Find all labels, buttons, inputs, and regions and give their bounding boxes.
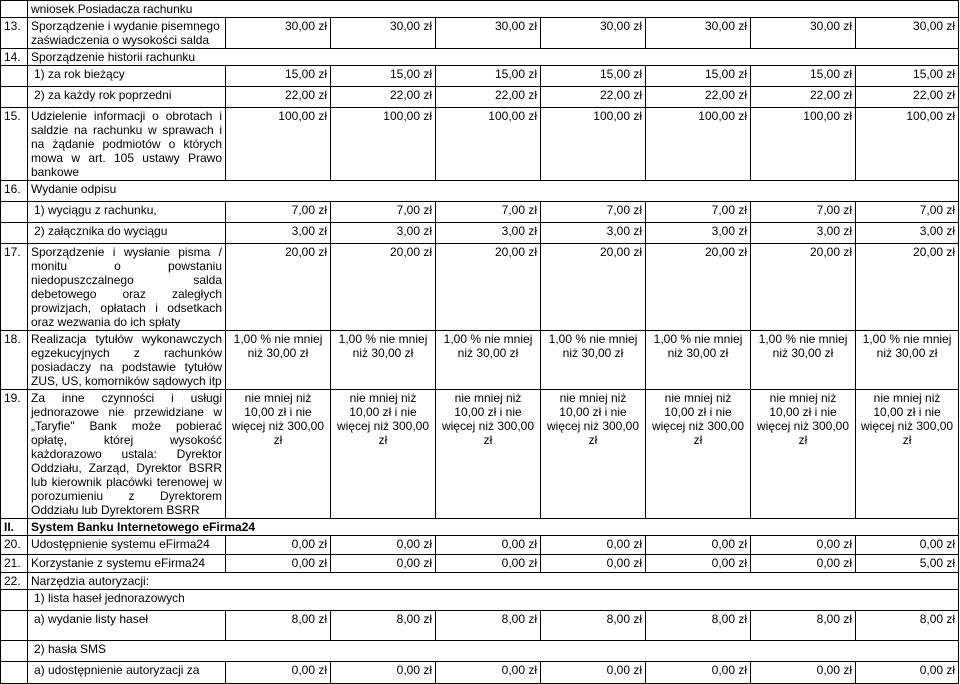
- fee-cell: 8,00 zł: [856, 611, 959, 641]
- fee-cell: 3,00 zł: [226, 223, 331, 244]
- fee-cell: nie mniej niż 10,00 zł i nie więcej niż 300,00 zł: [226, 390, 331, 519]
- row-label: Narzędzia autoryzacji:: [28, 573, 959, 590]
- fee-cell: 1,00 % nie mniej niż 30,00 zł: [541, 331, 646, 390]
- fee-cell: 0,00 zł: [436, 555, 541, 573]
- row-label: Za inne czynności i usługi jednorazowe nie przewidziane w „Taryfie" Bank może pobierać opłatę, której wysokość każdorazowo ustala: Dyrektor Oddziału, Zarząd, Dyrektor BSRR lub kierownik placówki terenowej w porozumieniu z Dyrektorem Oddziału lub Dyrektorem BSRR: [28, 390, 226, 519]
- fee-cell: 15,00 zł: [541, 66, 646, 87]
- fee-cell: 7,00 zł: [436, 202, 541, 223]
- row-label: 2) hasła SMS: [28, 641, 959, 662]
- row-number: [1, 590, 28, 611]
- fee-cell: 0,00 zł: [751, 662, 856, 684]
- fee-cell: 3,00 zł: [541, 223, 646, 244]
- fee-cell: 30,00 zł: [646, 18, 751, 49]
- fee-cell: 0,00 zł: [226, 662, 331, 684]
- fee-cell: 1,00 % nie mniej niż 30,00 zł: [751, 331, 856, 390]
- table-row: [1, 223, 959, 244]
- fee-cell: 30,00 zł: [226, 18, 331, 49]
- fee-cell: 22,00 zł: [436, 87, 541, 108]
- fee-cell: 100,00 zł: [541, 108, 646, 181]
- fee-cell: 0,00 zł: [331, 536, 436, 555]
- table-row: [1, 662, 959, 684]
- row-number: 22.: [1, 573, 28, 590]
- fee-cell: nie mniej niż 10,00 zł i nie więcej niż 300,00 zł: [751, 390, 856, 519]
- table-row: [1, 555, 959, 573]
- row-label: Udzielenie informacji o obrotach i saldzie na rachunku w sprawach i na żądanie podmiotów o których mowa w art. 105 ustawy Prawo bankowe: [28, 108, 226, 181]
- fee-cell: 7,00 zł: [226, 202, 331, 223]
- fee-cell: 3,00 zł: [751, 223, 856, 244]
- fee-cell: 0,00 zł: [226, 555, 331, 573]
- row-number: [1, 641, 28, 662]
- fee-cell: 100,00 zł: [226, 108, 331, 181]
- fee-cell: nie mniej niż 10,00 zł i nie więcej niż 300,00 zł: [646, 390, 751, 519]
- row-label: wniosek Posiadacza rachunku: [28, 1, 959, 18]
- fee-cell: 20,00 zł: [331, 244, 436, 331]
- fee-cell: 0,00 zł: [436, 536, 541, 555]
- fee-cell: 0,00 zł: [331, 662, 436, 684]
- fee-cell: 3,00 zł: [856, 223, 959, 244]
- table-row: [1, 18, 959, 49]
- table-row: [1, 573, 959, 590]
- fee-cell: 100,00 zł: [646, 108, 751, 181]
- fee-cell: 30,00 zł: [751, 18, 856, 49]
- table-row: [1, 641, 959, 662]
- fee-cell: 1,00 % nie mniej niż 30,00 zł: [331, 331, 436, 390]
- fee-cell: 0,00 zł: [541, 662, 646, 684]
- fee-cell: 7,00 zł: [856, 202, 959, 223]
- table-row: [1, 49, 959, 66]
- row-number: [1, 611, 28, 641]
- fee-cell: 7,00 zł: [751, 202, 856, 223]
- fee-cell: 15,00 zł: [436, 66, 541, 87]
- fee-cell: 0,00 zł: [226, 536, 331, 555]
- row-number: 18.: [1, 331, 28, 390]
- row-label: 1) lista haseł jednorazowych: [28, 590, 959, 611]
- row-label: System Banku Internetowego eFirma24: [28, 519, 959, 536]
- row-number: 17.: [1, 244, 28, 331]
- row-number: [1, 662, 28, 684]
- fee-cell: 3,00 zł: [331, 223, 436, 244]
- fee-cell: 3,00 zł: [646, 223, 751, 244]
- fee-cell: 100,00 zł: [436, 108, 541, 181]
- row-label: 2) załącznika do wyciągu: [28, 223, 226, 244]
- fee-cell: 0,00 zł: [856, 662, 959, 684]
- table-row: [1, 244, 959, 331]
- fee-cell: nie mniej niż 10,00 zł i nie więcej niż 300,00 zł: [331, 390, 436, 519]
- table-row: [1, 66, 959, 87]
- fee-cell: 30,00 zł: [541, 18, 646, 49]
- table-row: [1, 611, 959, 641]
- fee-cell: 22,00 zł: [856, 87, 959, 108]
- fee-cell: 0,00 zł: [541, 555, 646, 573]
- fee-cell: 22,00 zł: [331, 87, 436, 108]
- row-label: Sporządzenie i wysłanie pisma / monitu o powstaniu niedopuszczalnego salda debetowego oraz zaległych prowizjach, opłatach i odsetkach oraz wezwania do ich spłaty: [28, 244, 226, 331]
- fee-cell: 15,00 zł: [751, 66, 856, 87]
- table-row: [1, 331, 959, 390]
- fee-cell: 20,00 zł: [541, 244, 646, 331]
- fee-cell: 30,00 zł: [436, 18, 541, 49]
- fee-cell: nie mniej niż 10,00 zł i nie więcej niż 300,00 zł: [856, 390, 959, 519]
- row-label: 1) wyciągu z rachunku,: [28, 202, 226, 223]
- row-label: a) udostępnienie autoryzacji za: [28, 662, 226, 684]
- fee-cell: 30,00 zł: [856, 18, 959, 49]
- fee-cell: 1,00 % nie mniej niż 30,00 zł: [856, 331, 959, 390]
- fee-cell: 3,00 zł: [436, 223, 541, 244]
- fee-cell: 7,00 zł: [331, 202, 436, 223]
- fee-cell: 0,00 zł: [646, 662, 751, 684]
- row-label: Sporządzenie historii rachunku: [28, 49, 959, 66]
- fee-cell: 20,00 zł: [436, 244, 541, 331]
- fee-cell: 7,00 zł: [646, 202, 751, 223]
- table-row: [1, 202, 959, 223]
- fee-cell: 0,00 zł: [646, 555, 751, 573]
- fee-cell: 22,00 zł: [751, 87, 856, 108]
- row-number: 14.: [1, 49, 28, 66]
- fee-cell: 15,00 zł: [646, 66, 751, 87]
- fee-cell: 20,00 zł: [856, 244, 959, 331]
- row-label: Wydanie odpisu: [28, 181, 959, 202]
- row-number: [1, 202, 28, 223]
- row-number: 16.: [1, 181, 28, 202]
- row-label: a) wydanie listy haseł: [28, 611, 226, 641]
- row-number: 19.: [1, 390, 28, 519]
- fee-cell: 8,00 zł: [436, 611, 541, 641]
- table-row: [1, 519, 959, 536]
- row-number: II.: [1, 519, 28, 536]
- fee-cell: 15,00 zł: [226, 66, 331, 87]
- fee-cell: 1,00 % nie mniej niż 30,00 zł: [226, 331, 331, 390]
- fee-cell: nie mniej niż 10,00 zł i nie więcej niż 300,00 zł: [541, 390, 646, 519]
- fee-cell: 8,00 zł: [331, 611, 436, 641]
- row-label: Korzystanie z systemu eFirma24: [28, 555, 226, 573]
- fee-cell: 0,00 zł: [331, 555, 436, 573]
- row-number: [1, 223, 28, 244]
- row-label: 1) za rok bieżący: [28, 66, 226, 87]
- fee-cell: 22,00 zł: [226, 87, 331, 108]
- row-number: 20.: [1, 536, 28, 555]
- row-label: Udostępnienie systemu eFirma24: [28, 536, 226, 555]
- row-label: 2) za każdy rok poprzedni: [28, 87, 226, 108]
- fee-cell: 20,00 zł: [751, 244, 856, 331]
- fee-cell: 100,00 zł: [331, 108, 436, 181]
- table-row: [1, 390, 959, 519]
- table-row: [1, 87, 959, 108]
- fee-cell: 1,00 % nie mniej niż 30,00 zł: [436, 331, 541, 390]
- fee-cell: 8,00 zł: [226, 611, 331, 641]
- fee-cell: 100,00 zł: [856, 108, 959, 181]
- fee-cell: 8,00 zł: [646, 611, 751, 641]
- fee-cell: 0,00 zł: [856, 536, 959, 555]
- row-number: 15.: [1, 108, 28, 181]
- fee-cell: 20,00 zł: [646, 244, 751, 331]
- fee-cell: 0,00 zł: [751, 555, 856, 573]
- row-number: 21.: [1, 555, 28, 573]
- row-number: [1, 1, 28, 18]
- fee-cell: 15,00 zł: [856, 66, 959, 87]
- fee-cell: 0,00 zł: [646, 536, 751, 555]
- fee-cell: 8,00 zł: [751, 611, 856, 641]
- fee-cell: 1,00 % nie mniej niż 30,00 zł: [646, 331, 751, 390]
- row-label: Sporządzenie i wydanie pisemnego zaświadczenia o wysokości salda: [28, 18, 226, 49]
- fee-cell: 30,00 zł: [331, 18, 436, 49]
- fee-cell: 100,00 zł: [751, 108, 856, 181]
- row-label: Realizacja tytułów wykonawczych egzekucyjnych z rachunków posiadaczy na podstawie tytułów ZUS, US, komorników sądowych itp: [28, 331, 226, 390]
- fee-cell: 0,00 zł: [436, 662, 541, 684]
- table-row: [1, 590, 959, 611]
- table-row: [1, 108, 959, 181]
- fee-cell: 7,00 zł: [541, 202, 646, 223]
- fee-cell: 20,00 zł: [226, 244, 331, 331]
- fee-cell: 5,00 zł: [856, 555, 959, 573]
- row-number: [1, 66, 28, 87]
- fee-cell: 22,00 zł: [646, 87, 751, 108]
- table-row: [1, 1, 959, 18]
- table-row: [1, 181, 959, 202]
- row-number: 13.: [1, 18, 28, 49]
- fee-cell: 0,00 zł: [541, 536, 646, 555]
- fee-cell: 15,00 zł: [331, 66, 436, 87]
- fee-cell: 0,00 zł: [751, 536, 856, 555]
- fee-cell: 22,00 zł: [541, 87, 646, 108]
- table-row: [1, 536, 959, 555]
- fee-cell: nie mniej niż 10,00 zł i nie więcej niż 300,00 zł: [436, 390, 541, 519]
- row-number: [1, 87, 28, 108]
- fee-cell: 8,00 zł: [541, 611, 646, 641]
